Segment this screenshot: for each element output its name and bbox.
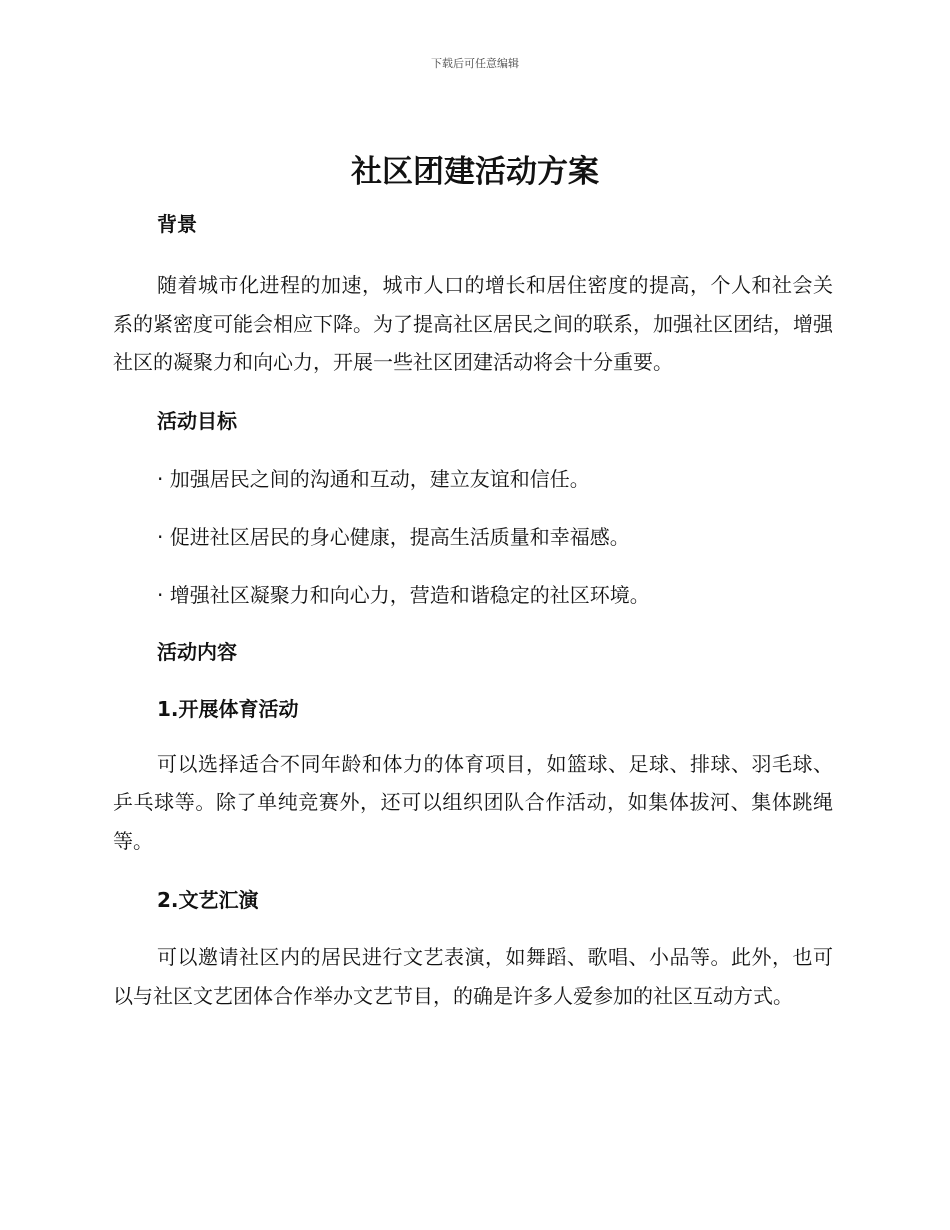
background-paragraph: 随着城市化进程的加速，城市人口的增长和居住密度的提高，个人和社会关系的紧密度可能会相应下降。为了提高社区居民之间的联系，加强社区团结，增强社区的凝聚力和向心力，开展一些社区团建活动将会十分重要。 [113,273,833,374]
document-body [113,203,833,1015]
section-heading-goals: 活动目标 [157,408,237,433]
section-heading-background: 背景 [157,212,197,236]
subsection-heading-performance: 2.文艺汇演 [157,888,259,912]
sports-paragraph: 可以选择适合不同年龄和体力的体育项目，如篮球、足球、排球、羽毛球、乒乓球等。除了单纯竞赛外，还可以组织团队合作活动，如集体拔河、集体跳绳等。 [113,751,833,853]
subsection-heading-sports: 1.开展体育活动 [157,696,299,721]
goal-item: · 加强居民之间的沟通和互动，建立友谊和信任。 [157,466,590,491]
goal-item: · 促进社区居民的身心健康，提高生活质量和幸福感。 [157,524,630,549]
document-title: 社区团建活动方案 [351,154,599,190]
page-header-note: 下载后可任意编辑 [431,57,519,70]
goal-item: · 增强社区凝聚力和向心力，营造和谐稳定的社区环境。 [157,582,650,607]
section-heading-contents: 活动内容 [157,639,237,664]
performance-paragraph: 可以邀请社区内的居民进行文艺表演，如舞蹈、歌唱、小品等。此外，也可以与社区文艺团体合作举办文艺节目，的确是许多人爱参加的社区互动方式。 [113,945,833,1008]
